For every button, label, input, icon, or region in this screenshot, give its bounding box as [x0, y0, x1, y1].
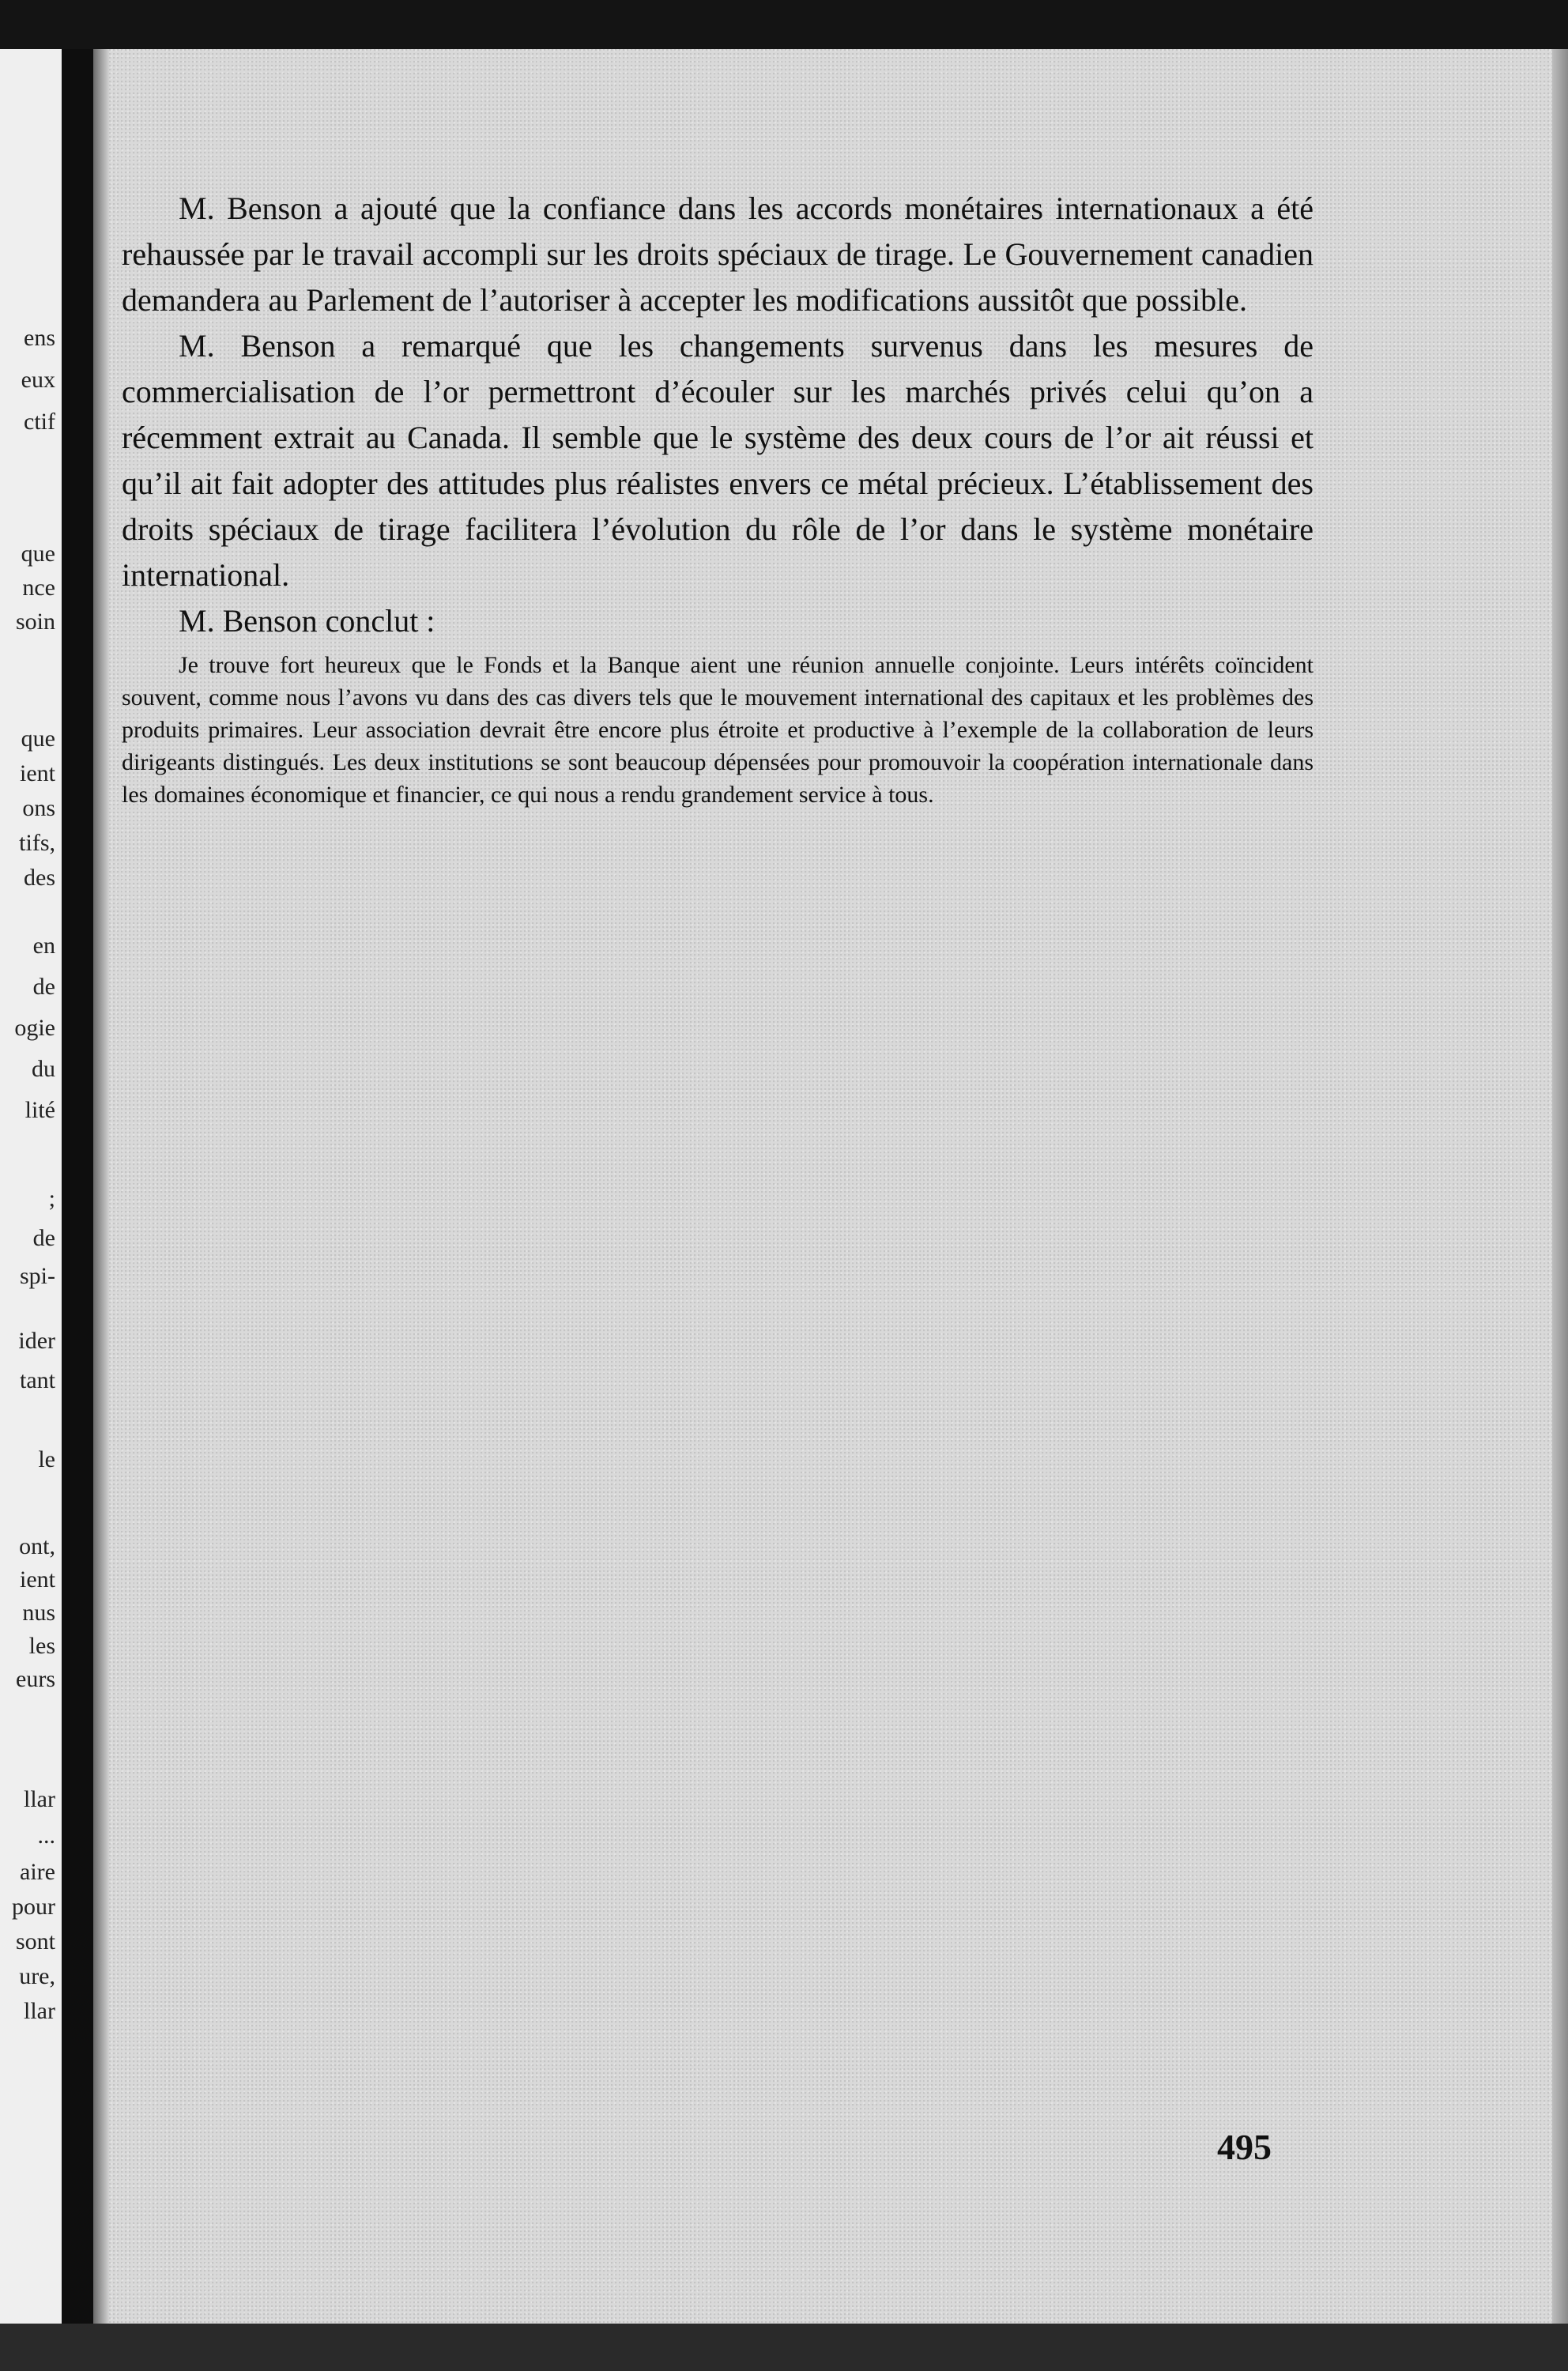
facing-page-fragment: eurs	[16, 1666, 55, 1692]
facing-page-fragment: llar	[24, 1786, 55, 1812]
block-quote: Je trouve fort heureux que le Fonds et la Banque aient une réunion annuelle conjointe. Leurs intérêts coïncident souvent, comme nous l’avons vu dans des cas divers tels que le mouvement international des capitaux et les problèmes des produits primaires. Leur association devrait être encore plus étroite et productive à l’exemple de la collaboration de leurs dirigeants distingués. Les deux institutions se sont beaucoup dépensées pour promouvoir la coopération internationale dans les domaines économique et financier, ce qui nous a rendu grandement service à tous.	[122, 652, 1314, 808]
page-right-edge	[1552, 49, 1568, 2324]
facing-page-fragment: tifs,	[19, 830, 55, 856]
facing-page-fragment: des	[24, 865, 55, 891]
scan-bottom-border	[0, 2324, 1568, 2371]
facing-page-fragment: eux	[21, 367, 55, 393]
facing-page-fragment: que	[21, 726, 55, 752]
facing-page-fragment: de	[32, 974, 55, 1000]
facing-page-fragment: les	[28, 1633, 55, 1659]
facing-page-fragment: sont	[15, 1928, 55, 1954]
facing-page-fragment: de	[32, 1225, 55, 1251]
facing-page-fragment: ;	[48, 1186, 55, 1212]
facing-page-fragment: ens	[24, 325, 55, 351]
facing-page-fragment: ure,	[19, 1963, 55, 1989]
facing-page-fragment: spi-	[20, 1263, 55, 1289]
facing-page-fragment: tant	[20, 1367, 55, 1393]
page-number: 495	[1217, 2127, 1272, 2167]
facing-page-fragment: ...	[37, 1823, 55, 1849]
facing-page-fragment: lité	[24, 1097, 55, 1123]
facing-page-fragment: pour	[12, 1894, 55, 1920]
gutter-shadow	[93, 49, 109, 2324]
paragraph-1: M. Benson a ajouté que la confiance dans les accords monétaires internationaux a été rehaussée par le travail accompli sur les droits spéciaux de tirage. Le Gouvernement canadien demandera au Parlement de l’autoriser à accepter les modifications aussitôt que possible.	[122, 190, 1314, 318]
facing-page-fragment: du	[32, 1056, 55, 1082]
facing-page-fragment: ogie	[14, 1015, 55, 1041]
paragraph-2: M. Benson a remarqué que les changements survenus dans les mesures de commercialisation de l’or permettront d’écouler sur les marchés privés celui qu’on a récemment extrait au Canada. Il semble que le système des deux cours de l’or ait réussi et qu’il ait fait adopter des attitudes plus réalistes envers ce métal précieux. L’établissement des droits spéciaux de tirage facilitera l’évolution du rôle de l’or dans le système monétaire international.	[122, 328, 1314, 593]
facing-page-fragment: nce	[22, 575, 55, 601]
facing-page-fragment: llar	[24, 1998, 55, 2024]
binding-gutter	[62, 49, 93, 2324]
facing-page-strip	[0, 49, 62, 2324]
conclusion-intro: M. Benson conclut :	[179, 603, 435, 639]
scan-top-border	[0, 0, 1568, 49]
facing-page-fragment: ient	[20, 760, 55, 786]
facing-page-fragment: ons	[22, 795, 55, 821]
facing-page-fragment: en	[32, 933, 55, 959]
body-text	[122, 186, 1314, 811]
facing-page-fragment: le	[38, 1446, 55, 1472]
facing-page-fragment: ont,	[19, 1533, 55, 1559]
facing-page-fragment: nus	[22, 1600, 55, 1626]
facing-page-fragment: que	[21, 541, 55, 567]
facing-page-fragment: ient	[20, 1566, 55, 1593]
facing-page-fragment: ider	[18, 1328, 55, 1354]
facing-page-fragment: ctif	[24, 409, 55, 435]
document-page	[109, 49, 1563, 2324]
facing-page-fragment: aire	[20, 1859, 55, 1885]
facing-page-fragment: soin	[15, 609, 55, 635]
